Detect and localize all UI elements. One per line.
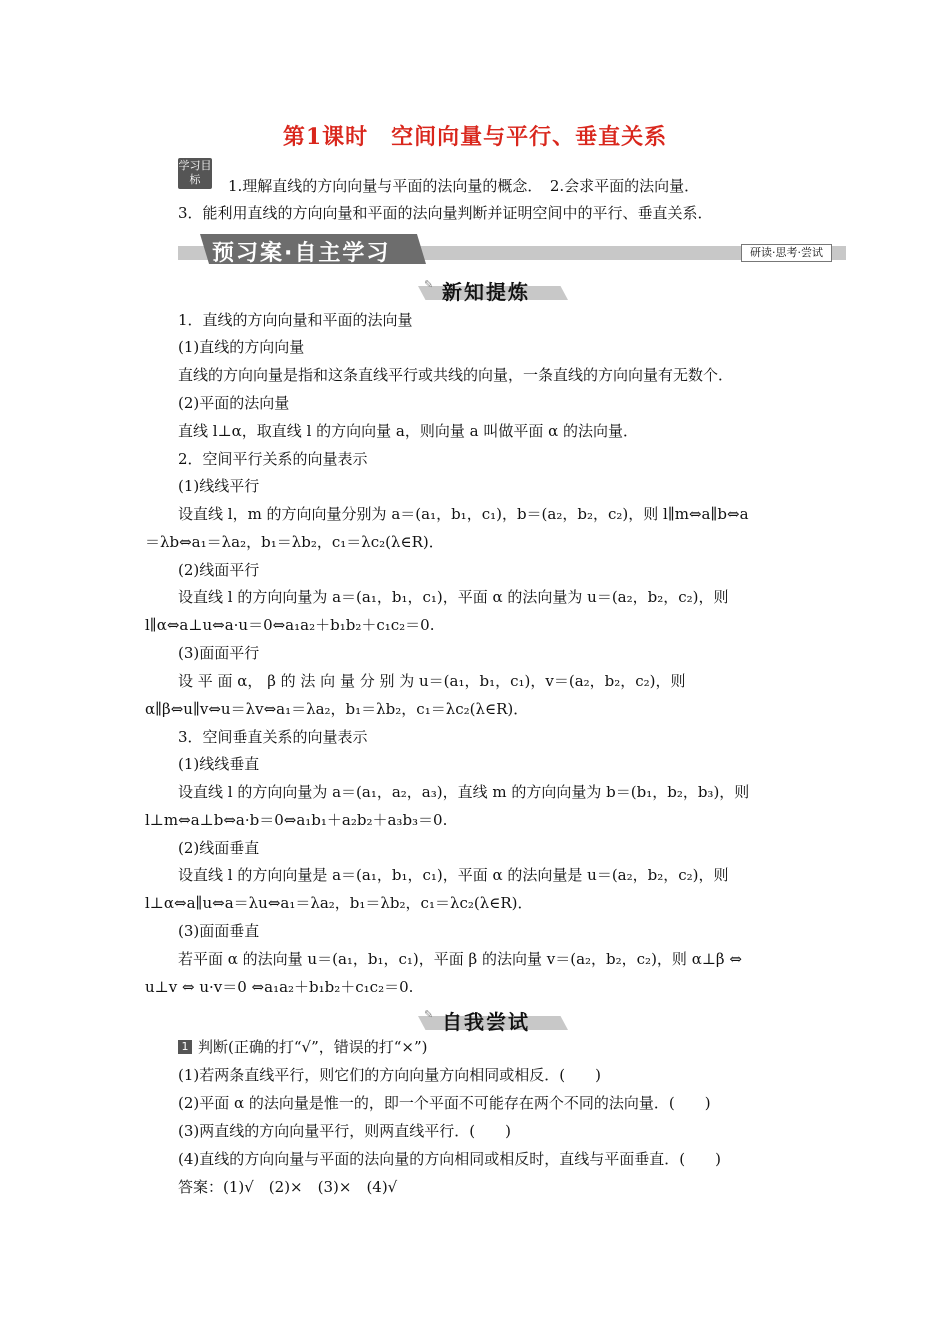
banner-title: 预习案·自主学习 <box>212 241 391 266</box>
text-line: (1)直线的方向向量 <box>178 338 305 356</box>
text-line: 设直线 l 的方向向量为 a＝(a₁，b₁，c₁)，平面 α 的法向量为 u＝(a₂，b₂，c₂)，则 <box>178 588 729 606</box>
question-line: (1)若两条直线平行，则它们的方向向量方向相同或相反．( ) <box>178 1066 601 1084</box>
text-line: (3)面面平行 <box>178 644 260 662</box>
pencil-icon: ✎ <box>424 278 434 291</box>
text-line: 设 平 面 α， β 的 法 向 量 分 别 为 u＝(a₁，b₁，c₁)，v＝(a₂，b₂，c₂)，则 <box>178 672 686 690</box>
question-number: 1 <box>178 1040 192 1054</box>
text-line: 直线 l⊥α，取直线 l 的方向向量 a，则向量 a 叫做平面 α 的法向量． <box>178 422 638 440</box>
question-line: (3)两直线的方向向量平行，则两直线平行．( ) <box>178 1122 511 1140</box>
section-heading-new-knowledge: ✎ 新知提炼 <box>418 276 568 304</box>
text-line: l∥α⇔a⊥u⇔a·u＝0⇔a₁a₂＋b₁b₂＋c₁c₂＝0. <box>145 616 435 634</box>
text-line: 3．空间垂直关系的向量表示 <box>178 728 368 746</box>
text-line: (2)线面垂直 <box>178 839 260 857</box>
text-line: 设直线 l 的方向向量为 a＝(a₁，a₂，a₃)，直线 m 的方向向量为 b＝(b₁，b₂，b₃)，则 <box>178 783 750 801</box>
text-line: u⊥v ⇔ u·v＝0 ⇔a₁a₂＋b₁b₂＋c₁c₂＝0. <box>145 978 414 996</box>
text-line: 设直线 l，m 的方向向量分别为 a＝(a₁，b₁，c₁)，b＝(a₂，b₂，c₂)，则 l∥m⇔a∥b⇔a <box>178 505 749 523</box>
text-line: (2)线面平行 <box>178 561 260 579</box>
text-line: l⊥α⇔a∥u⇔a＝λu⇔a₁＝λa₂，b₁＝λb₂，c₁＝λc₂(λ∈R)． <box>145 894 533 912</box>
goal-line-1: 1.理解直线的方向向量与平面的法向量的概念． 2.会求平面的法向量． <box>228 177 700 195</box>
section-heading-self-test: ✎ 自我尝试 <box>418 1006 568 1034</box>
learning-goal-badge: 学习目标 <box>178 158 212 189</box>
question-line: 判断(正确的打“√”，错误的打“×”) <box>198 1038 428 1056</box>
question-line: (2)平面 α 的法向量是惟一的，即一个平面不可能存在两个不同的法向量．( ) <box>178 1094 711 1112</box>
section-banner <box>178 234 846 264</box>
text-line: (3)面面垂直 <box>178 922 260 940</box>
text-line: (1)线线平行 <box>178 477 260 495</box>
page-title: 第1课时 空间向量与平行、垂直关系 <box>282 124 668 150</box>
text-line: l⊥m⇔a⊥b⇔a·b＝0⇔a₁b₁＋a₂b₂＋a₃b₃＝0. <box>145 811 448 829</box>
text-line: α∥β⇔u∥v⇔u＝λv⇔a₁＝λa₂，b₁＝λb₂，c₁＝λc₂(λ∈R)． <box>145 700 529 718</box>
text-line: 若平面 α 的法向量 u＝(a₁，b₁，c₁)，平面 β 的法向量 v＝(a₂，b₂，c₂)，则 α⊥β ⇔ <box>178 950 742 968</box>
text-line: 1．直线的方向向量和平面的法向量 <box>178 311 413 329</box>
goal-line-2: 3．能利用直线的方向向量和平面的法向量判断并证明空间中的平行、垂直关系． <box>178 204 713 222</box>
text-line: (2)平面的法向量 <box>178 394 290 412</box>
text-line: ＝λb⇔a₁＝λa₂，b₁＝λb₂，c₁＝λc₂(λ∈R)． <box>145 533 444 551</box>
text-line: 2．空间平行关系的向量表示 <box>178 450 368 468</box>
text-line: 直线的方向向量是指和这条直线平行或共线的向量，一条直线的方向向量有无数个． <box>178 366 734 384</box>
pencil-icon: ✎ <box>424 1008 434 1021</box>
answer-line: 答案：(1)√ (2)× (3)× (4)√ <box>178 1178 398 1196</box>
text-line: (1)线线垂直 <box>178 755 260 773</box>
banner-tag: 研读·思考·尝试 <box>741 244 832 262</box>
text-line: 设直线 l 的方向向量是 a＝(a₁，b₁，c₁)，平面 α 的法向量是 u＝(a₂，b₂，c₂)，则 <box>178 866 729 884</box>
question-line: (4)直线的方向向量与平面的法向量的方向相同或相反时，直线与平面垂直．( ) <box>178 1150 721 1168</box>
